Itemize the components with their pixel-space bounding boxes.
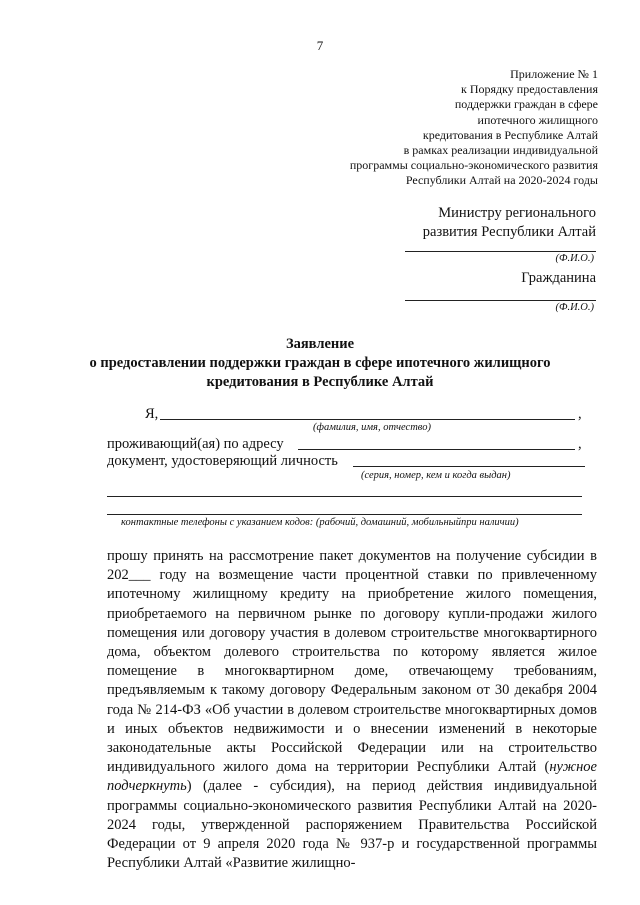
document-field[interactable] [353,466,585,467]
i-label: Я, [145,406,159,422]
from-label: Гражданина [521,270,596,286]
applicant-fio-field[interactable] [405,300,596,301]
fullname-field[interactable] [160,419,575,420]
fio-hint: (Ф.И.О.) [555,302,594,313]
title-line: кредитования в Республике Алтай [206,374,434,390]
appendix-block [350,67,598,189]
addressee-line: развития Республики Алтай [422,224,596,240]
document-hint: (серия, номер, кем и когда выдан) [361,470,511,481]
body-text-part: ) (далее - субсидия), на период действия индивидуальной программы социально-экономического развития Республики Алтай на 2020-2024 годы, утвержденной распоряжением Правительства Российской Федерации от 9 апреля 2020 года № 937-р и государственной программы Республики Алтай «Развитие жилищно- [107,778,597,872]
appendix-line: в рамках реализации индивидуальной [403,143,598,158]
trailing-comma: , [578,406,582,422]
body-text-part: прошу принять на рассмотрение пакет документов на получение субсидии в 202___ году на возмещение части процентной ставки по привлеченному ипотечному жилищному кредиту на приобретение жилого помещения, приобретаемого на первичном рынке по договору купли-продажи жилого помещения или договору участия в долевом строительстве многоквартирного дома, объектом долевого строительства по которому является жилое помещение в многоквартирном доме, отвечающему требованиям, предъявляемым к такому договору Федеральным законом от 30 декабря 2004 года № 214-ФЗ «Об участии в долевом строительстве многоквартирных домов и иных объектов недвижимости и о внесении изменений в некоторые законодательные акты Российской Федерации или на строительство индивидуального жилого дома на территории Республики Алтай ( [107,548,597,776]
addressee-block [423,204,596,242]
appendix-line: поддержки граждан в сфере [454,97,598,112]
address-field[interactable] [298,449,575,450]
phones-field[interactable] [107,514,582,515]
appendix-line: к Порядку предоставления [460,82,598,97]
fio-hint: (Ф.И.О.) [555,253,594,264]
phones-hint: контактные телефоны с указанием кодов: (рабочий, домашний, мобильныйпри наличии) [121,517,519,528]
title-line: Заявление [285,336,355,352]
page-number: 7 [316,38,324,53]
title-line: о предоставлении поддержки граждан в сфере ипотечного жилищного [89,355,551,371]
addressee-fio-field[interactable] [405,251,596,252]
document-label: документ, удостоверяющий личность [107,453,338,469]
appendix-line: кредитования в Республике Алтай [422,127,598,142]
document-continuation-field[interactable] [107,496,582,497]
body-paragraph [107,547,597,873]
document-title [0,335,640,392]
name-hint: (фамилия, имя, отчество) [313,422,431,433]
appendix-line: программы социально-экономического развития [349,158,598,173]
appendix-line: ипотечного жилищного [477,112,598,127]
trailing-comma: , [578,436,582,452]
addressee-line: Министру регионального [438,205,596,221]
request-body [107,547,597,873]
appendix-line: Приложение № 1 [510,67,598,81]
address-label: проживающий(ая) по адресу [107,436,284,452]
appendix-line: Республики Алтай на 2020-2024 годы [405,173,598,188]
emphasis-text: нужное подчеркнуть [107,759,597,795]
